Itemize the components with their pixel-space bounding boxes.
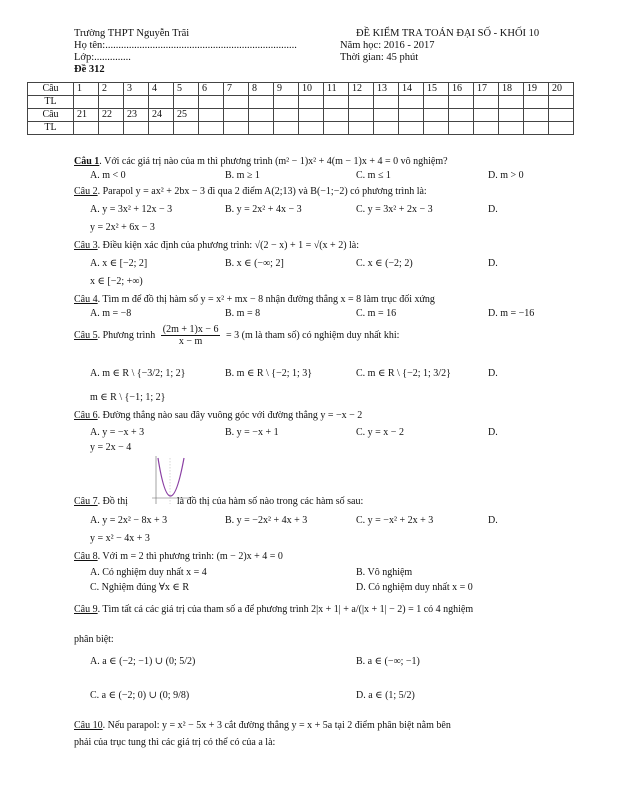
option-d[interactable]: D. m = −16 xyxy=(488,308,535,319)
answer-num: 5 xyxy=(174,83,199,96)
option-d[interactable]: D. m > 0 xyxy=(488,170,524,181)
answer-num: 17 xyxy=(474,83,499,96)
option-a[interactable]: A. a ∈ (−2; −1) ∪ (0; 5/2) xyxy=(90,656,196,667)
option-a[interactable]: A. y = 2x² − 8x + 3 xyxy=(90,515,168,526)
question-label: Câu 5 xyxy=(74,329,98,341)
question-label: Câu 10 xyxy=(74,720,103,731)
exam-title: ĐỀ KIỂM TRA TOÁN ĐẠI SỐ - KHỐI 10 xyxy=(356,28,540,39)
answer-cell[interactable] xyxy=(349,96,374,109)
answer-cell[interactable] xyxy=(424,96,449,109)
option-c[interactable]: C. x ∈ (−2; 2) xyxy=(356,258,413,269)
question-label: Câu 9 xyxy=(74,604,98,615)
row-label: Câu xyxy=(28,109,74,122)
option-a[interactable]: A. y = 3x² + 12x − 3 xyxy=(90,204,173,215)
option-d[interactable]: D. Có nghiệm duy nhất x = 0 xyxy=(356,582,473,593)
answer-cell[interactable] xyxy=(99,122,124,135)
answer-cell[interactable] xyxy=(74,122,99,135)
question-text: . Với m = 2 thì phương trình: (m − 2)x + 4 = 0 xyxy=(97,551,283,562)
question-1 xyxy=(74,156,448,167)
answer-num: 1 xyxy=(74,83,99,96)
answer-cell[interactable] xyxy=(99,96,124,109)
answer-num: 3 xyxy=(124,83,149,96)
answer-num: 24 xyxy=(149,109,174,122)
answer-cell[interactable] xyxy=(449,96,474,109)
question-8 xyxy=(74,551,283,562)
answer-cell[interactable] xyxy=(249,96,274,109)
option-c[interactable]: C. m ≤ 1 xyxy=(356,170,391,181)
answer-row-questions-2 xyxy=(28,109,574,122)
school-name: Trường THPT Nguyễn Trãi xyxy=(74,28,190,39)
question-5 xyxy=(74,324,399,347)
row-label: Câu xyxy=(28,83,74,96)
option-a[interactable]: A. y = −x + 3 xyxy=(90,427,145,438)
answer-cell[interactable] xyxy=(324,96,349,109)
question-4 xyxy=(74,294,435,305)
option-d[interactable]: D. xyxy=(488,204,498,215)
option-a[interactable]: A. Có nghiệm duy nhất x = 4 xyxy=(90,567,207,578)
option-d-text: x ∈ [−2; +∞) xyxy=(90,276,143,287)
answer-cell[interactable] xyxy=(74,96,99,109)
question-6 xyxy=(74,410,362,421)
question-text: . Với các giá trị nào của m thì phương trình (m² − 1)x² + 4(m − 1)x + 4 = 0 vô nghiệm? xyxy=(99,156,448,167)
answer-cell[interactable] xyxy=(474,96,499,109)
answer-num: 4 xyxy=(149,83,174,96)
answer-num: 18 xyxy=(499,83,524,96)
answer-cell[interactable] xyxy=(274,96,299,109)
answer-cell[interactable] xyxy=(124,96,149,109)
question-10 xyxy=(74,720,451,731)
question-text-post: là đồ thị của hàm số nào trong các hàm số sau: xyxy=(176,496,364,507)
option-d[interactable]: D. a ∈ (1; 5/2) xyxy=(356,690,415,701)
answer-row-answers-1 xyxy=(28,96,574,109)
answer-num: 10 xyxy=(299,83,324,96)
question-9-continued: phân biệt: xyxy=(74,634,114,645)
answer-table xyxy=(27,82,574,135)
answer-num: 9 xyxy=(274,83,299,96)
answer-cell[interactable] xyxy=(374,96,399,109)
option-b[interactable]: B. y = −2x² + 4x + 3 xyxy=(225,515,308,526)
option-c[interactable]: C. m ∈ R \ {−2; 1; 3/2} xyxy=(356,368,451,379)
answer-cell[interactable] xyxy=(399,96,424,109)
fraction xyxy=(161,324,221,347)
option-b[interactable]: B. m ≥ 1 xyxy=(225,170,260,181)
question-2 xyxy=(74,186,427,197)
question-3 xyxy=(74,240,359,251)
answer-cell[interactable] xyxy=(524,96,549,109)
row-label: TL xyxy=(28,122,74,135)
question-label: Câu 1 xyxy=(74,156,100,167)
question-text-pre: . Phương trình xyxy=(97,329,156,341)
class-field-label: Lớp:.............. xyxy=(74,52,131,63)
option-b[interactable]: B. y = −x + 1 xyxy=(225,427,279,438)
fraction-denominator: x − m xyxy=(178,336,203,347)
option-d[interactable]: D. xyxy=(488,258,498,269)
answer-num: 25 xyxy=(174,109,199,122)
answer-num: 6 xyxy=(199,83,224,96)
question-label: Câu 2 xyxy=(74,186,98,197)
answer-cell[interactable] xyxy=(149,96,174,109)
question-text: . Tìm tất cả các giá trị của tham số a để phương trình 2|x + 1| + a/(|x + 1| − 2) = 1 có 4 nghiệm xyxy=(97,604,474,615)
answer-cell[interactable] xyxy=(199,96,224,109)
option-d-text: y = 2x² + 6x − 3 xyxy=(90,222,155,233)
option-c[interactable]: C. m = 16 xyxy=(356,308,397,319)
answer-row-answers-2 xyxy=(28,122,574,135)
answer-num: 12 xyxy=(349,83,374,96)
answer-num: 23 xyxy=(124,109,149,122)
answer-cell[interactable] xyxy=(174,96,199,109)
option-b[interactable]: B. x ∈ (−∞; 2] xyxy=(225,258,284,269)
answer-cell[interactable] xyxy=(174,122,199,135)
answer-num: 2 xyxy=(99,83,124,96)
duration: Thời gian: 45 phút xyxy=(340,52,419,63)
option-d-text: y = 2x − 4 xyxy=(90,442,132,453)
answer-num: 8 xyxy=(249,83,274,96)
option-a[interactable]: A. x ∈ [−2; 2] xyxy=(90,258,148,269)
question-label: Câu 8 xyxy=(74,551,98,562)
question-label: Câu 7 xyxy=(74,496,98,507)
question-label: Câu 3 xyxy=(74,240,98,251)
answer-cell[interactable] xyxy=(224,96,249,109)
question-text: . Đường thẳng nào sau đây vuông góc với đường thẳng y = −x − 2 xyxy=(97,410,363,421)
question-7 xyxy=(74,496,363,507)
answer-cell[interactable] xyxy=(149,122,174,135)
question-label: Câu 4 xyxy=(74,294,98,305)
option-d[interactable]: D. xyxy=(488,427,498,438)
option-a[interactable]: A. m < 0 xyxy=(90,170,126,181)
answer-row-questions-1 xyxy=(28,83,574,96)
option-a[interactable]: A. m = −8 xyxy=(90,308,132,319)
row-label: TL xyxy=(28,96,74,109)
option-b[interactable]: B. Vô nghiệm xyxy=(356,567,413,578)
school-year: Năm học: 2016 - 2017 xyxy=(340,40,435,51)
answer-num: 14 xyxy=(399,83,424,96)
exam-code: Đề 312 xyxy=(74,64,105,75)
option-a[interactable]: A. m ∈ R \ {−3/2; 1; 2} xyxy=(90,368,186,379)
answer-num: 22 xyxy=(99,109,124,122)
option-c[interactable]: C. y = x − 2 xyxy=(356,427,404,438)
option-c[interactable]: C. y = 3x² + 2x − 3 xyxy=(356,204,433,215)
answer-num: 20 xyxy=(549,83,574,96)
option-b[interactable]: B. m ∈ R \ {−2; 1; 3} xyxy=(225,368,313,379)
answer-cell[interactable] xyxy=(499,96,524,109)
answer-cell[interactable] xyxy=(299,96,324,109)
option-b[interactable]: B. y = 2x² + 4x − 3 xyxy=(225,204,302,215)
option-b[interactable]: B. a ∈ (−∞; −1) xyxy=(356,656,420,667)
answer-num: 11 xyxy=(324,83,349,96)
question-text-post: = 3 (m là tham số) có nghiệm duy nhất khi: xyxy=(225,329,400,341)
question-text: . Nếu parapol: y = x² − 5x + 3 cắt đường thẳng y = x + 5a tại 2 điểm phân biệt nằm bên xyxy=(102,720,451,731)
question-10-continued: phải của trục tung thì các giá trị có thể có của a là: xyxy=(74,737,276,748)
option-c[interactable]: C. y = −x² + 2x + 3 xyxy=(356,515,434,526)
option-b[interactable]: B. m = 8 xyxy=(225,308,261,319)
answer-num: 15 xyxy=(424,83,449,96)
answer-num: 7 xyxy=(224,83,249,96)
question-text-pre: . Đồ thị xyxy=(97,496,128,507)
option-d[interactable]: D. xyxy=(488,515,498,526)
answer-num: 16 xyxy=(449,83,474,96)
option-d[interactable]: D. xyxy=(488,368,498,379)
answer-num: 19 xyxy=(524,83,549,96)
answer-cell[interactable] xyxy=(549,96,574,109)
answer-num: 21 xyxy=(74,109,99,122)
option-c[interactable]: C. Nghiệm đúng ∀x ∈ R xyxy=(90,582,189,593)
fraction-numerator: (2m + 1)x − 6 xyxy=(162,324,219,335)
parabola-curve xyxy=(158,458,184,496)
question-text: . Điều kiện xác định của phương trình: √(2 − x) + 1 = √(x + 2) là: xyxy=(97,240,360,251)
question-text: . Tìm m để đồ thị hàm số y = x² + mx − 8 nhận đường thẳng x = 8 làm trục đối xứng xyxy=(97,294,435,305)
answer-cell[interactable] xyxy=(124,122,149,135)
answer-num: 13 xyxy=(374,83,399,96)
question-9 xyxy=(74,604,473,615)
question-label: Câu 6 xyxy=(74,410,98,421)
question-text: . Parapol y = ax² + 2bx − 3 đi qua 2 điểm A(2;13) và B(−1;−2) có phương trình là: xyxy=(97,186,427,197)
option-d-text: y = x² − 4x + 3 xyxy=(90,533,150,544)
option-c[interactable]: C. a ∈ (−2; 0) ∪ (0; 9/8) xyxy=(90,690,190,701)
name-field-label: Họ tên:......................................................................... xyxy=(74,40,297,51)
option-d-text: m ∈ R \ {−1; 1; 2} xyxy=(90,392,166,403)
